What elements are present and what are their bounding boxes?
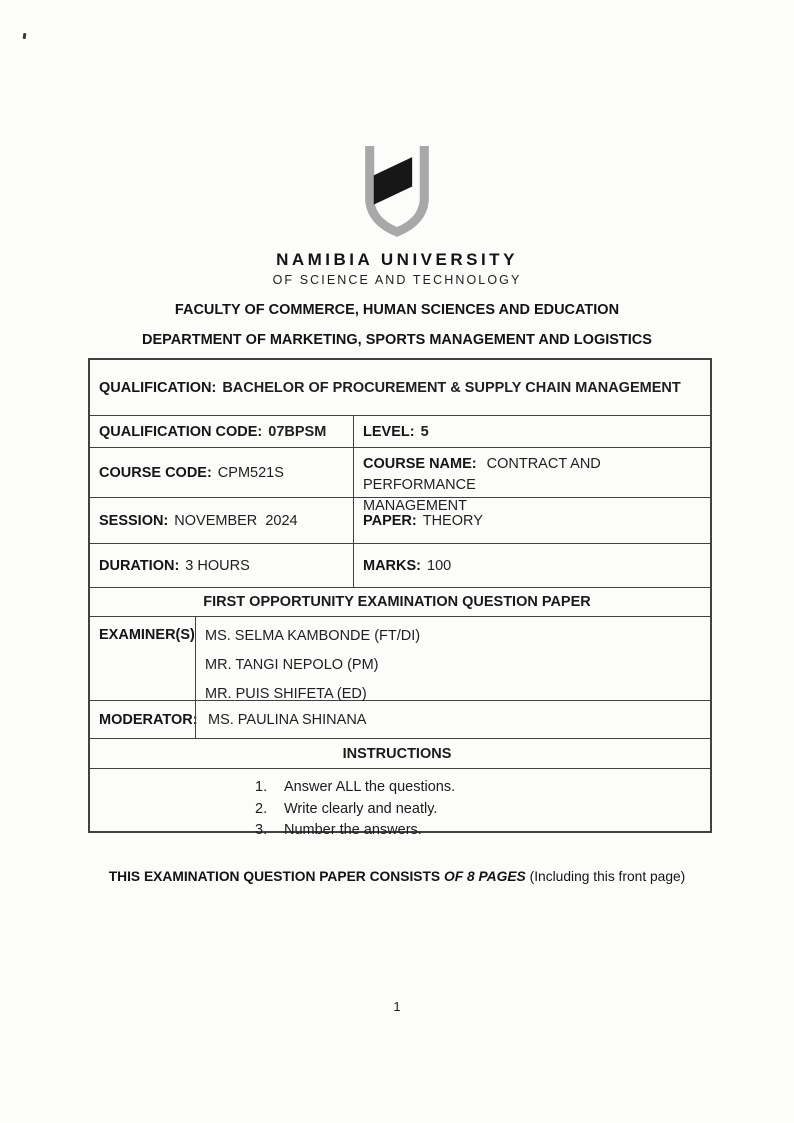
faculty-title: FACULTY OF COMMERCE, HUMAN SCIENCES AND EDUCATION xyxy=(174,302,620,318)
university-logo-block xyxy=(0,145,794,287)
examiners-value-cell xyxy=(195,617,710,700)
course-name-line1 xyxy=(363,454,704,496)
university-name: NAMIBIA UNIVERSITY xyxy=(276,250,518,269)
moderator-label: MODERATOR: xyxy=(99,711,198,728)
examiners-label-cell xyxy=(90,617,195,700)
paper-value: THEORY xyxy=(422,512,483,529)
instructions-header-row xyxy=(90,738,710,768)
instruction-number: 2. xyxy=(255,800,268,817)
exam-type-row xyxy=(90,587,710,616)
scan-artifact-mark xyxy=(23,33,27,39)
university-name-subline: OF SCIENCE AND TECHNOLOGY xyxy=(272,273,522,287)
instruction-item xyxy=(255,820,710,842)
qualification-code-value: 07BPSM xyxy=(268,423,327,440)
instructions-title: INSTRUCTIONS xyxy=(342,745,452,762)
page-number: 1 xyxy=(393,999,401,1014)
instruction-item xyxy=(255,799,710,821)
session-cell xyxy=(90,498,353,543)
qualification-label: QUALIFICATION: xyxy=(99,379,217,396)
course-name-line2: MANAGEMENT xyxy=(363,498,467,514)
level-value: 5 xyxy=(420,423,429,440)
page-count-note-regular: (Including this front page) xyxy=(529,869,686,884)
qualification-code-row xyxy=(90,415,710,447)
instruction-text: Number the answers. xyxy=(284,822,422,838)
examiner-name: MS. SELMA KAMBONDE (FT/DI) xyxy=(205,628,421,644)
examiner-name: MR. TANGI NEPOLO (PM) xyxy=(205,657,379,673)
instructions-list-row xyxy=(90,768,710,838)
marks-value: 100 xyxy=(427,557,452,574)
exam-info-table xyxy=(88,358,712,838)
nust-shield-logo-icon xyxy=(364,145,430,238)
moderator-row xyxy=(90,700,710,738)
duration-row xyxy=(90,543,710,587)
course-code-value: CPM521S xyxy=(217,464,284,481)
course-row xyxy=(90,447,710,514)
duration-value: 3 HOURS xyxy=(185,557,250,574)
instruction-text: Write clearly and neatly. xyxy=(284,800,438,817)
instructions-list xyxy=(90,769,710,838)
level-label: LEVEL: xyxy=(363,423,415,440)
qualification-code-cell xyxy=(90,416,353,447)
examiners-label: EXAMINER(S) xyxy=(99,627,195,643)
paper-cell xyxy=(353,498,710,543)
marks-cell xyxy=(353,544,710,587)
duration-cell xyxy=(90,544,353,587)
session-value: NOVEMBER 2024 xyxy=(174,512,298,529)
qualification-value: BACHELOR OF PROCUREMENT & SUPPLY CHAIN MANAGEMENT xyxy=(222,379,681,396)
level-cell xyxy=(353,416,710,447)
course-name-cell xyxy=(353,448,710,514)
instruction-item xyxy=(255,777,710,799)
instruction-text: Answer ALL the questions. xyxy=(284,779,456,795)
qualification-row xyxy=(90,360,710,415)
department-title: DEPARTMENT OF MARKETING, SPORTS MANAGEMENT AND LOGISTICS xyxy=(142,332,652,348)
course-name-value: CONTRACT AND PERFORMANCE xyxy=(363,456,605,493)
moderator-value-cell xyxy=(195,701,710,738)
exam-type-title: FIRST OPPORTUNITY EXAMINATION QUESTION PAPER xyxy=(203,594,591,610)
paper-label: PAPER: xyxy=(363,512,417,529)
session-row xyxy=(90,497,710,543)
instruction-number: 1. xyxy=(255,779,268,795)
moderator-value: MS. PAULINA SHINANA xyxy=(208,711,367,728)
duration-label: DURATION: xyxy=(99,557,180,574)
course-name-label: COURSE NAME: xyxy=(363,456,477,472)
session-label: SESSION: xyxy=(99,512,169,529)
examiners-row xyxy=(90,616,710,700)
instruction-number: 3. xyxy=(255,822,268,838)
course-code-cell xyxy=(90,448,353,497)
qualification-code-label: QUALIFICATION CODE: xyxy=(99,423,263,440)
page-count-note-italic: OF 8 PAGES xyxy=(443,869,526,884)
page-count-note xyxy=(0,869,794,884)
qualification-cell xyxy=(90,360,710,415)
course-code-label: COURSE CODE: xyxy=(99,464,212,481)
moderator-label-cell xyxy=(90,701,198,738)
marks-label: MARKS: xyxy=(363,557,421,574)
page-count-note-bold: THIS EXAMINATION QUESTION PAPER CONSISTS xyxy=(108,869,441,884)
examiner-name: MR. PUIS SHIFETA (ED) xyxy=(205,686,367,702)
